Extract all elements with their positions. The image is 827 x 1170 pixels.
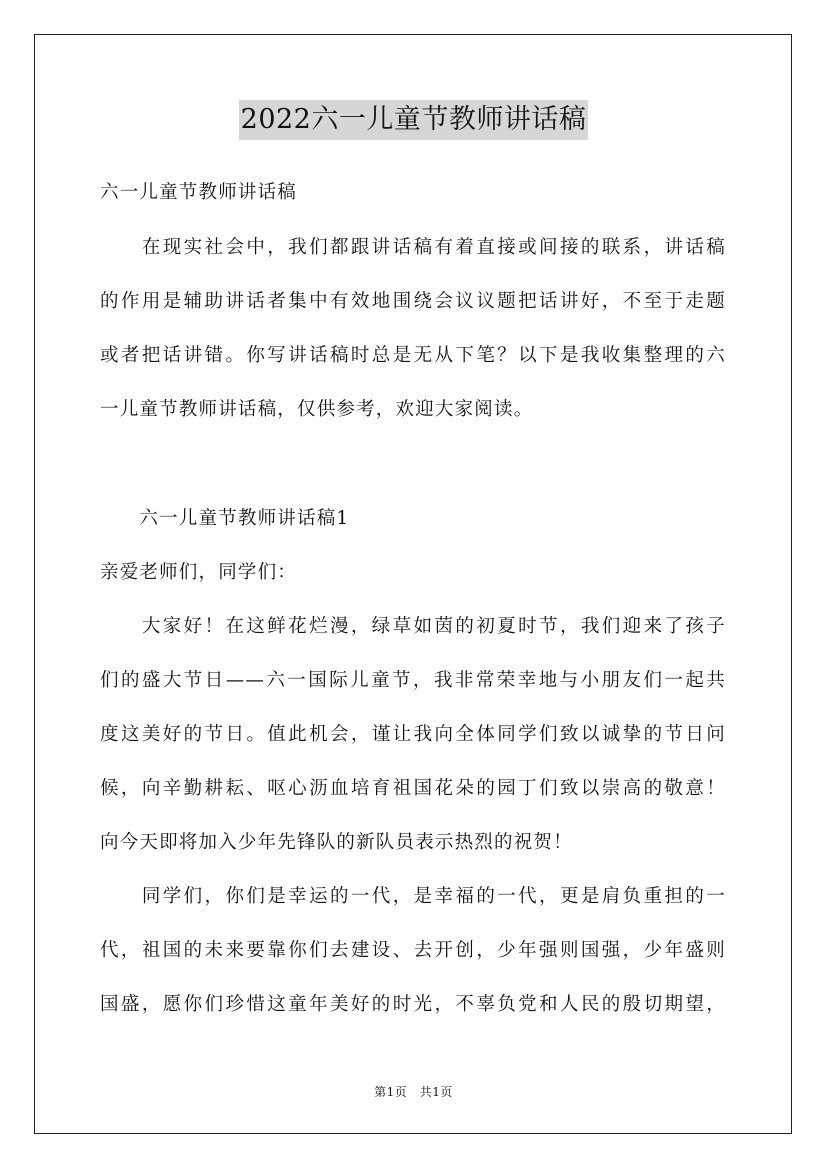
paragraph-line: 们的盛大节日——六一国际儿童节，我非常荣幸地与小朋友们一起共 xyxy=(100,670,726,691)
title-container xyxy=(0,100,827,140)
paragraph-line: 一儿童节教师讲话稿，仅供参考，欢迎大家阅读。 xyxy=(100,399,534,420)
page-footer: 第1页 共1页 xyxy=(374,1085,453,1099)
document-title: 2022六一儿童节教师讲话稿 xyxy=(239,100,589,140)
paragraph-line: 度这美好的节日。值此机会，谨让我向全体同学们致以诚挚的节日问 xyxy=(100,724,726,745)
document-subtitle: 六一儿童节教师讲话稿 xyxy=(100,182,298,203)
section-heading: 六一儿童节教师讲话稿1 xyxy=(100,508,350,529)
paragraph-line: 候，向辛勤耕耘、呕心沥血培育祖国花朵的园丁们致以崇高的敬意！ xyxy=(100,778,726,799)
salutation: 亲爱老师们，同学们： xyxy=(100,562,298,583)
paragraph-line: 代，祖国的未来要靠你们去建设、去开创，少年强则国强，少年盛则 xyxy=(100,940,726,961)
paragraph-line: 大家好！在这鲜花烂漫，绿草如茵的初夏时节，我们迎来了孩子 xyxy=(100,616,726,637)
paragraph-line: 国盛，愿你们珍惜这童年美好的时光，不辜负党和人民的殷切期望， xyxy=(100,994,726,1015)
paragraph-line: 同学们，你们是幸运的一代，是幸福的一代，更是肩负重担的一 xyxy=(100,886,726,907)
paragraph-line: 的作用是辅助讲话者集中有效地围绕会议议题把话讲好，不至于走题 xyxy=(100,291,726,312)
paragraph-line: 或者把话讲错。你写讲话稿时总是无从下笔？以下是我收集整理的六 xyxy=(100,345,726,366)
paragraph-line: 在现实社会中，我们都跟讲话稿有着直接或间接的联系，讲话稿 xyxy=(100,237,726,258)
paragraph-line: 向今天即将加入少年先锋队的新队员表示热烈的祝贺！ xyxy=(100,832,573,853)
